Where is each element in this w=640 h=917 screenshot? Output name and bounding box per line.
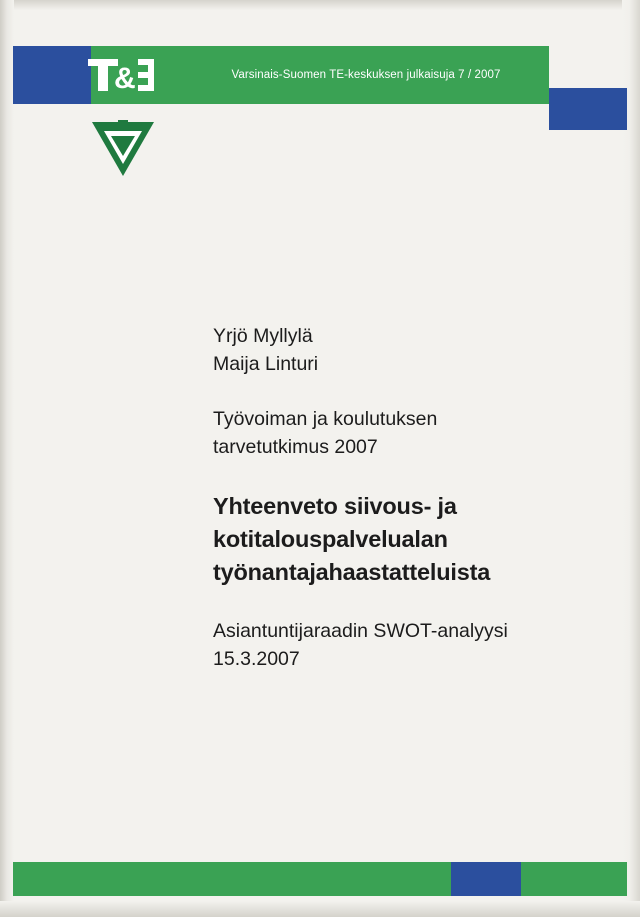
- author-name: Yrjö Myllylä: [213, 325, 313, 347]
- subtitle-and-date: [213, 617, 613, 673]
- cover-text-block: [213, 322, 613, 673]
- paper-edge-left: [0, 0, 14, 917]
- bottom-banner-green-right: [521, 862, 627, 896]
- subject-heading: [213, 405, 613, 461]
- title-line: Yhteenveto siivous- ja: [213, 493, 457, 519]
- bottom-banner-green-left: [13, 862, 451, 896]
- author-name: Maija Linturi: [213, 353, 319, 375]
- top-banner-blue-left: [13, 46, 91, 104]
- top-banner-blue-right: [549, 88, 627, 130]
- title-line: kotitalouspalvelualan: [213, 526, 448, 552]
- date-line: 15.3.2007: [213, 648, 300, 670]
- publisher-series-text: Varsinais-Suomen TE-keskuksen julkaisuja 7 / 2007: [231, 69, 501, 81]
- subject-line: tarvetutkimus 2007: [213, 436, 378, 458]
- title-line: työnantajahaastatteluista: [213, 559, 491, 585]
- paper-edge-bottom: [0, 901, 640, 917]
- authors: [213, 322, 613, 378]
- te-keskus-logo: [86, 55, 164, 97]
- paper-edge-right: [622, 0, 640, 917]
- page-title: [213, 490, 613, 589]
- svg-text:&: &: [114, 62, 136, 95]
- subject-line: Työvoiman ja koulutuksen: [213, 408, 438, 430]
- bottom-banner-blue: [451, 862, 521, 896]
- triangle-logo: [88, 118, 158, 180]
- paper-edge-top: [0, 0, 640, 10]
- subtitle-line: Asiantuntijaraadin SWOT-analyysi: [213, 620, 508, 642]
